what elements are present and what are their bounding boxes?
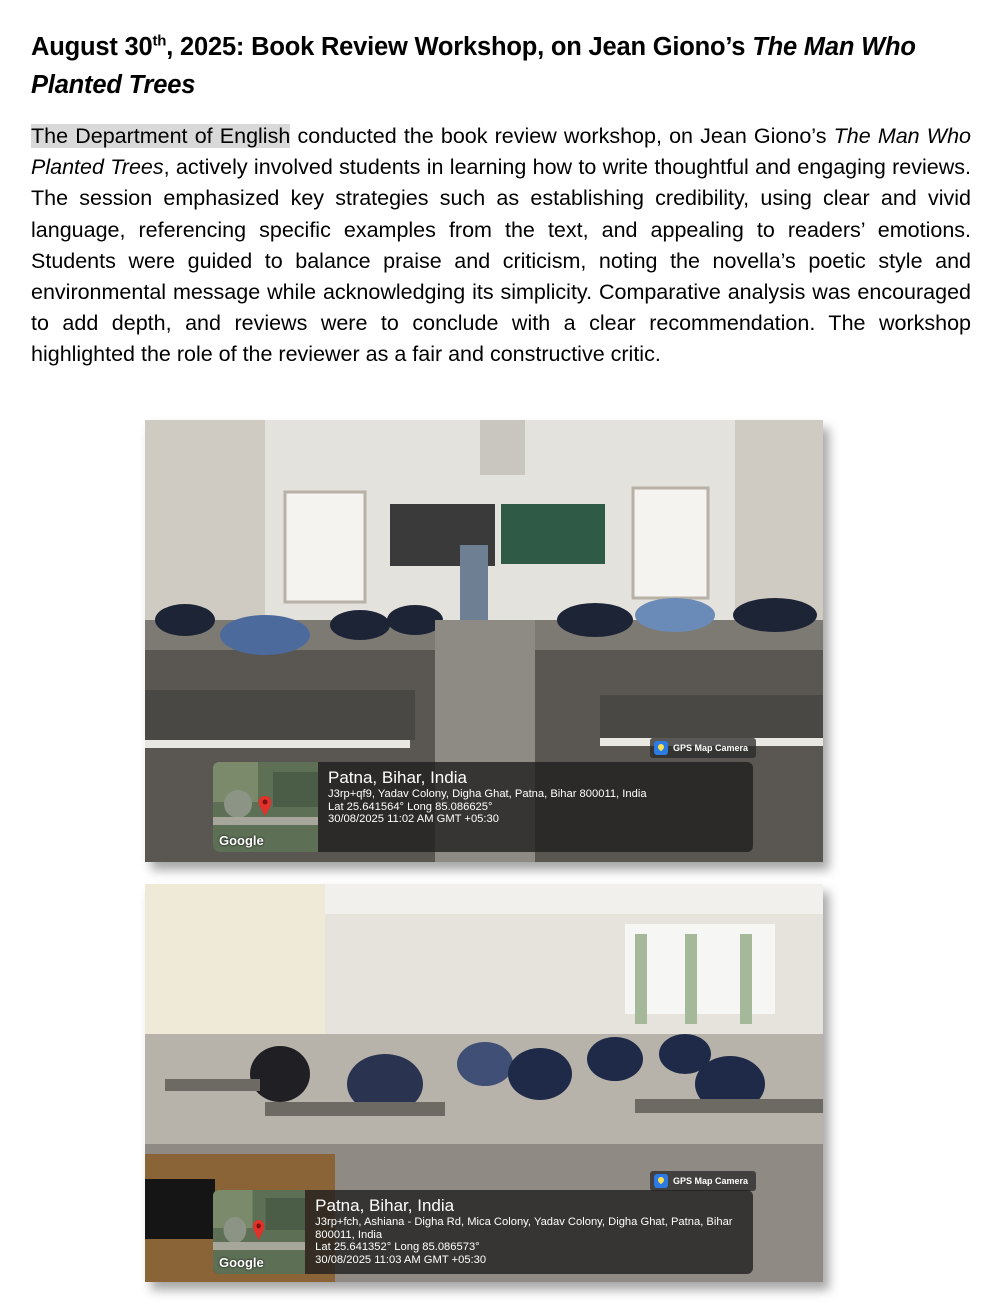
title-date: August 30 xyxy=(31,33,153,61)
workshop-photo-1 xyxy=(145,420,823,862)
gps-badge-label: GPS Map Camera xyxy=(673,1176,749,1186)
gps-camera-icon xyxy=(654,741,668,755)
gps-camera-icon xyxy=(654,1174,668,1188)
gps-address: J3rp+qf9, Yadav Colony, Digha Ghat, Patna, Bihar 800011, India xyxy=(328,788,647,800)
workshop-photo-2 xyxy=(145,884,823,1282)
gps-coordinates: Lat 25.641564° Long 85.086625° xyxy=(328,800,493,813)
paragraph-part-2: , actively involved students in learning how to write thoughtful and engaging reviews. The session emphasized key strategies such as establishing credibility, using clear and vivid language, referencing specific examples from the text, and appealing to readers’ emotions. Students were guided to balance praise and criticism, noting the novella’s poetic style and environmental message while acknowledging its simplicity. Comparative analysis was encouraged to add depth, and reviews were to conclude with a clear recommendation. The workshop highlighted the role of the reviewer as a fair and constructive critic. xyxy=(31,155,971,367)
gps-map-camera-badge xyxy=(650,1171,756,1191)
google-map-label: Google xyxy=(219,1255,264,1270)
gps-timestamp: 30/08/2025 11:03 AM GMT +05:30 xyxy=(315,1253,487,1266)
gps-address: J3rp+fch, Ashiana - Digha Rd, Mica Colony, Yadav Colony, Digha Ghat, Patna, Bihar 800011, India xyxy=(315,1216,733,1241)
gps-place: Patna, Bihar, India xyxy=(328,768,467,787)
title-book: The Man Who Planted Trees xyxy=(31,33,916,99)
gps-badge-label: GPS Map Camera xyxy=(673,743,749,753)
department-name: The Department of English xyxy=(31,124,291,148)
google-map-label: Google xyxy=(219,833,264,848)
paragraph-part-1: conducted the book review workshop, on Jean Giono’s xyxy=(290,124,834,148)
title-date-suffix: th xyxy=(152,32,167,50)
gps-map-thumbnail xyxy=(213,762,318,852)
gps-info-panel-2 xyxy=(213,1190,753,1274)
gps-map-thumbnail xyxy=(213,1190,305,1274)
title-main: , 2025: Book Review Workshop, on Jean Giono’s xyxy=(166,33,753,61)
gps-text-block xyxy=(318,762,657,852)
gps-map-camera-badge xyxy=(650,738,756,758)
gps-coordinates: Lat 25.641352° Long 85.086573° xyxy=(315,1241,480,1253)
gps-timestamp: 30/08/2025 11:02 AM GMT +05:30 xyxy=(328,813,499,825)
paragraph-book-title: The Man Who Planted Trees xyxy=(31,124,972,180)
description-paragraph xyxy=(31,121,971,371)
gps-place: Patna, Bihar, India xyxy=(315,1196,455,1215)
gps-text-block xyxy=(305,1190,753,1274)
page-title xyxy=(31,28,976,104)
gps-info-panel-1 xyxy=(213,762,753,852)
